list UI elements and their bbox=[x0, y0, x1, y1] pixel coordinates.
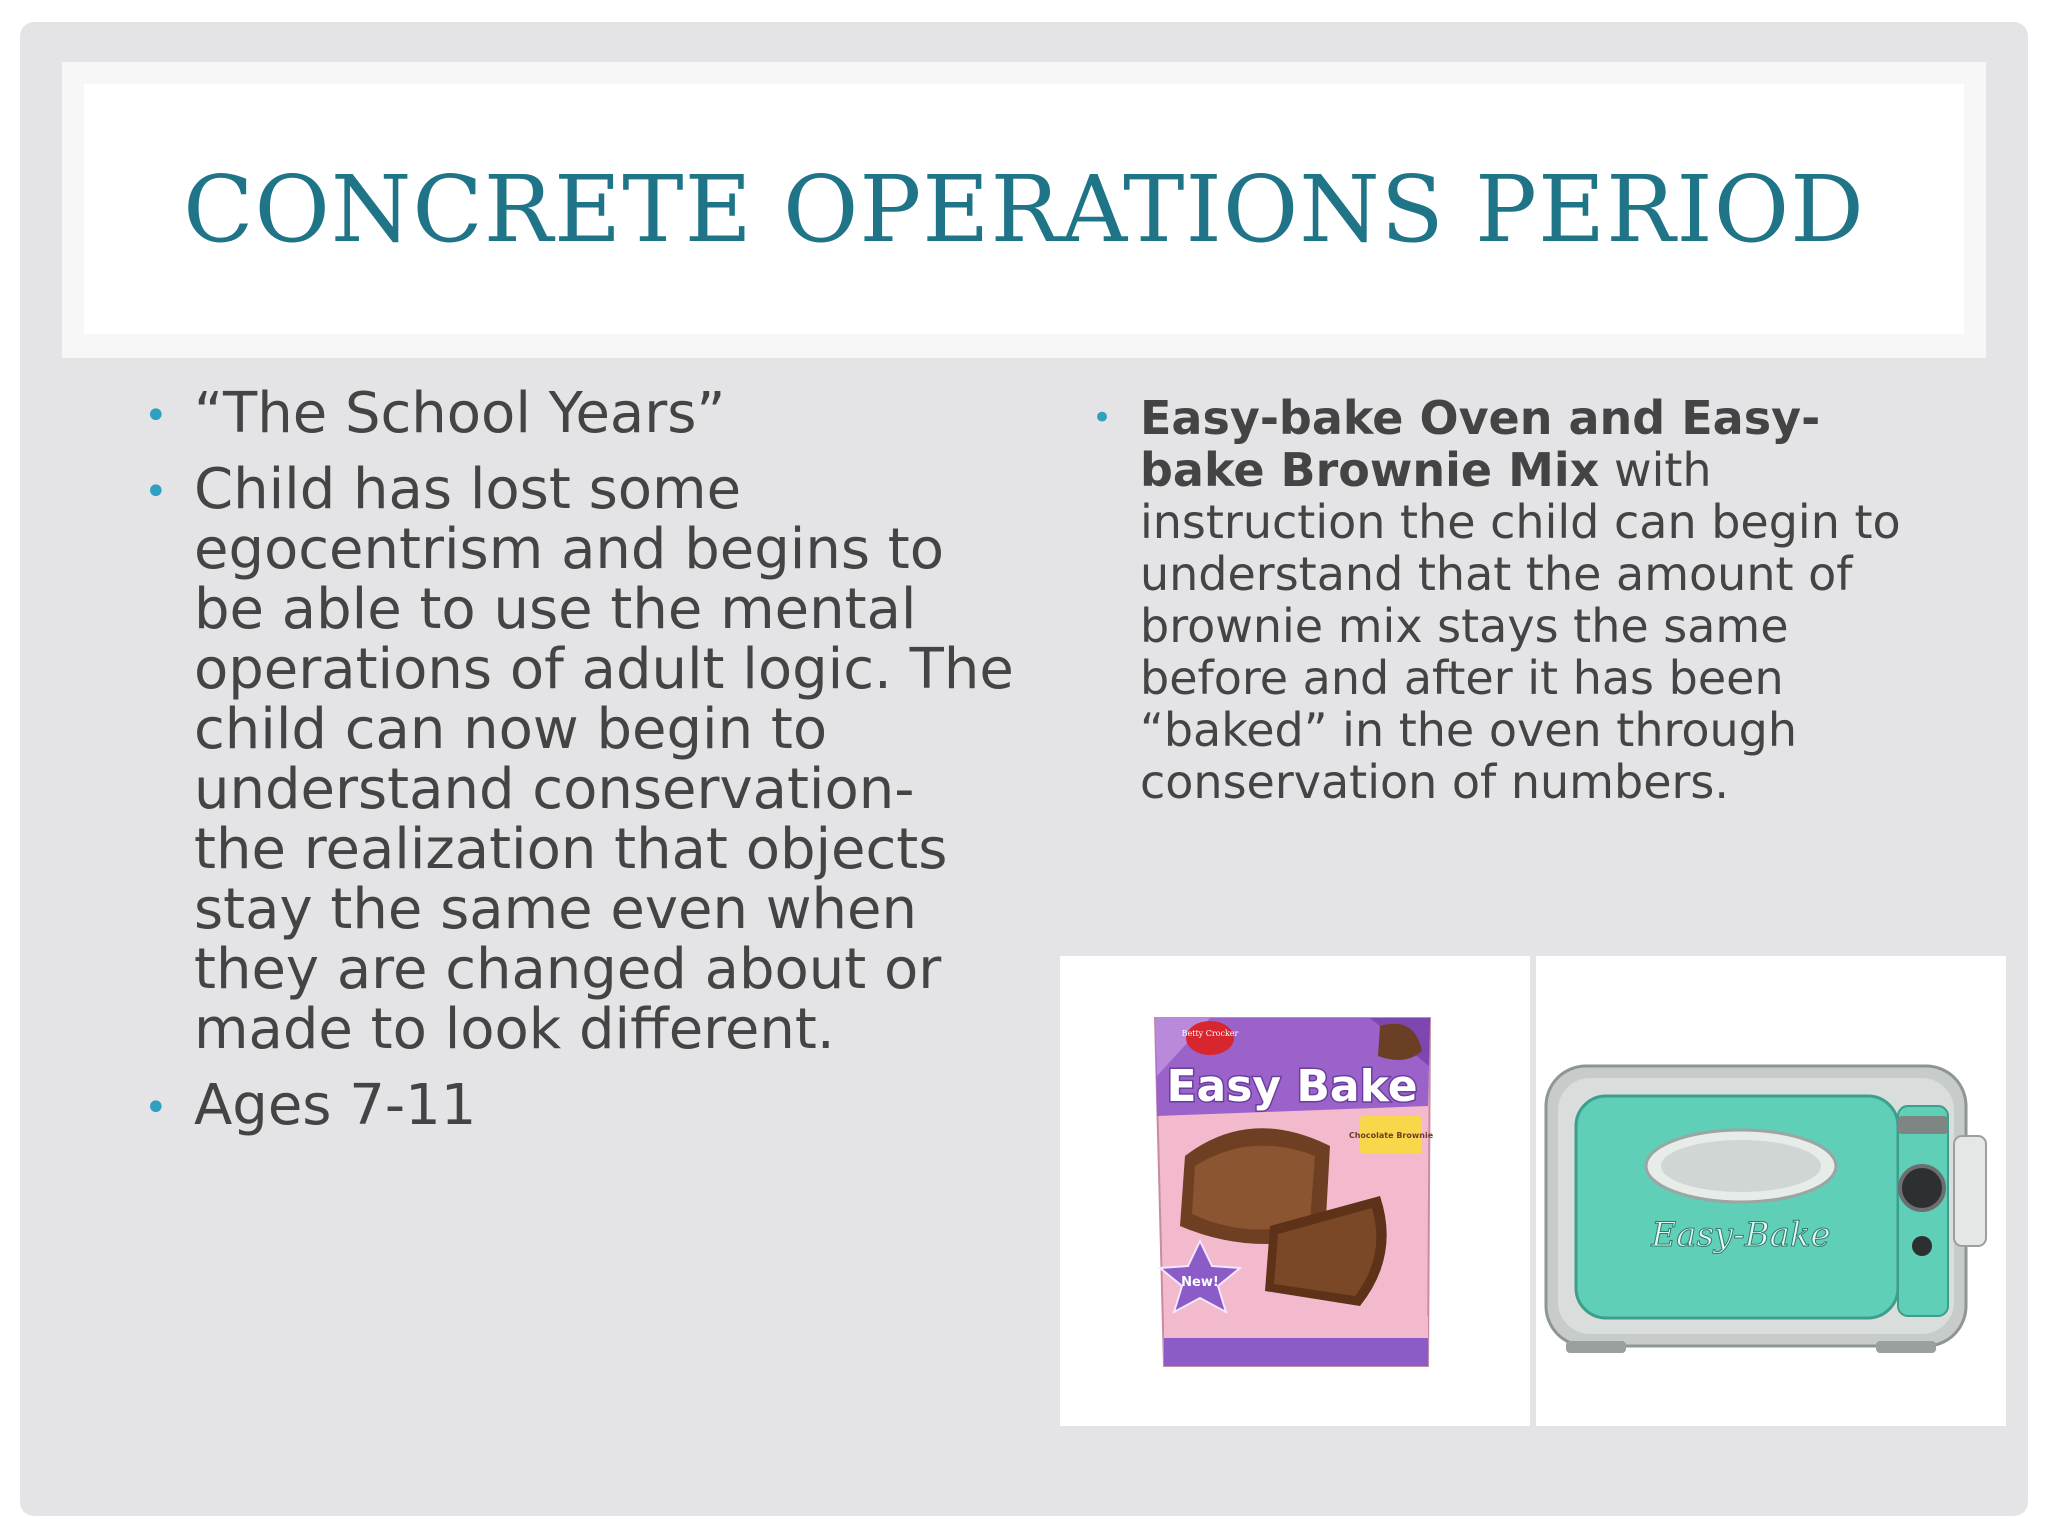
bullet-text: Child has lost some egocentrism and begins to be able to use the mental operations of adult logic. The child can now begin to understand conservation- the realization that objects stay the same even when they are changed about or made to look different. bbox=[194, 457, 1014, 1062]
bullet-icon: • bbox=[144, 1085, 168, 1131]
slide-title: CONCRETE OPERATIONS PERIOD bbox=[183, 155, 1865, 263]
right-bullet-list bbox=[1092, 391, 1940, 809]
bullet-item bbox=[144, 1073, 1024, 1138]
product-logo-text: Easy Bake bbox=[1166, 1061, 1418, 1112]
bullet-item bbox=[144, 457, 1024, 1062]
bullet-item bbox=[1092, 391, 1940, 809]
oven-logo-text: Easy-Bake bbox=[1651, 1215, 1831, 1255]
oven-illustration bbox=[1536, 956, 2006, 1426]
bullet-icon: • bbox=[144, 393, 168, 439]
bullet-icon: • bbox=[144, 469, 168, 515]
bullet-bold-text: Easy-bake Oven and Easy-bake Brownie Mix bbox=[1140, 391, 1821, 497]
brownie-mix-illustration bbox=[1060, 956, 1530, 1426]
title-box bbox=[84, 84, 1964, 334]
bullet-text: “The School Years” bbox=[194, 381, 726, 446]
bullet-text: with instruction the child can begin to understand that the amount of brownie mix stays the same before and after it has been “baked” in the oven through conservation of numbers. bbox=[1140, 443, 1901, 809]
bullet-item bbox=[144, 381, 1024, 446]
bullet-text: Ages 7-11 bbox=[194, 1073, 477, 1138]
left-bullet-list bbox=[144, 381, 1024, 1152]
new-badge-text: New! bbox=[1181, 1275, 1219, 1290]
brownie-mix-image bbox=[1060, 956, 1530, 1426]
bullet-icon: • bbox=[1092, 398, 1113, 438]
flavor-text: Chocolate Brownie bbox=[1348, 1131, 1434, 1140]
easy-bake-oven-image bbox=[1536, 956, 2006, 1426]
brand-text: Betty Crocker bbox=[1181, 1029, 1239, 1038]
